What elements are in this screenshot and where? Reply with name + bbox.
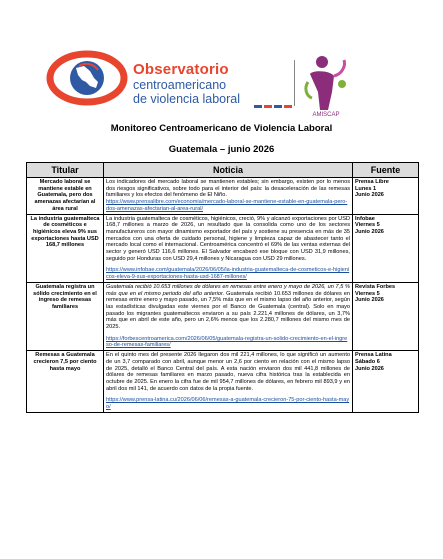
logo-divider xyxy=(294,60,295,106)
document-title: Monitoreo Centroamericano de Violencia Laboral xyxy=(110,123,333,134)
row-titular: Remesas a Guatemala crecieron 7,5 por ciento hasta mayo xyxy=(27,351,104,413)
brand-wordmark xyxy=(133,62,293,106)
source-name: Infobae xyxy=(355,215,375,222)
row-fuente xyxy=(353,214,419,282)
row-fuente xyxy=(353,178,419,215)
row-noticia xyxy=(104,282,353,350)
table-row xyxy=(27,214,419,282)
table-row xyxy=(27,351,419,413)
brand-line-2: centroamericano xyxy=(133,78,227,92)
row-noticia xyxy=(104,351,353,413)
row-link[interactable]: https://www.infobae.com/guatemala/2026/06/05/la-industria-guatemalteca-de-cosmeticos-e-higienicos-eleva-9-sus-exportaciones-hasta-usd-1687-millones/ xyxy=(106,267,350,281)
source-day: Lunes 1 xyxy=(355,185,377,192)
row-text-italic: Guatemala recibió 10.653 millones de dólares en remesas entre enero y mayo de 2026, un 7,5 % más que en el mismo periodo del año anterior. xyxy=(106,283,350,297)
source-name: Prensa Libre xyxy=(355,179,389,185)
row-titular: La industria guatemalteca de cosméticos e higiénicos eleva 9% sus exportaciones hasta USD 168,7 millones xyxy=(27,214,104,282)
row-noticia xyxy=(104,178,353,215)
row-link[interactable]: https://www.prensalibre.com/economia/mercado-laboral-se-mantiene-estable-en-guatemala-pero-dos-amenazas-afectarian-al-area-rural/ xyxy=(106,199,348,212)
brand-line-1: Observatorio xyxy=(133,61,229,78)
source-date: Junio 2026 xyxy=(355,192,384,199)
row-titular: Guatemala registra un sólido crecimiento en el ingreso de remesas familiares xyxy=(27,282,104,350)
header-titular: Titular xyxy=(27,163,104,178)
source-day: Viernes 5 xyxy=(355,290,380,297)
source-day: Viernes 5 xyxy=(355,222,380,229)
news-table xyxy=(26,162,419,413)
header-noticia: Noticia xyxy=(104,163,353,178)
table-row xyxy=(27,178,419,215)
source-date: Junio 2026 xyxy=(355,297,384,304)
source-day: Sábado 6 xyxy=(355,358,380,365)
row-text: Los indicadores del mercado laboral se mantienen estables; sin embargo, existen por lo menos dos riesgos significativos, sobre todo para el interior del país: la desaceleración de las remesas familiares y los efectos del fenómeno de El Niño. xyxy=(106,179,350,199)
table-header-row xyxy=(27,163,419,178)
row-link[interactable]: https://forbescentroamerica.com/2026/06/05/guatemala-registra-un-solido-crecimiento-en-el-ingreso-de-remesas-familiares/ xyxy=(106,335,348,349)
amiscap-figure-logo-icon xyxy=(302,52,350,118)
row-titular: Mercado laboral se mantiene estable en Guatemala, pero dos amenazas afectarían al área rural xyxy=(27,178,104,215)
row-fuente xyxy=(353,282,419,350)
table-row xyxy=(27,282,419,350)
source-name: Revista Forbes xyxy=(355,283,396,290)
row-fuente xyxy=(353,351,419,413)
source-name: Prensa Latina xyxy=(355,352,392,359)
partner-label: AMISCAP xyxy=(312,112,340,118)
row-text: Guatemala recibió 10.653 millones de dólares en remesas entre enero y mayo pasado, un 7,5% más que en el mismo lapso del año anterior, según las estadísticas divulgadas este viernes por el Banco de Guatemala (central). Solo en mayo pasado los migrantes guatemaltecos enviaron a su país 2.221,4 millones de dólares, un 3,7% más que en abril de este año, pero un 2,6% menos que los 2.280,7 millones del mismo mes de 2025. xyxy=(106,290,351,331)
brand-line-3: de violencia laboral xyxy=(133,92,241,106)
row-link[interactable]: https://www.prensa-latina.cu/2026/06/06/remesas-a-guatemala-crecieron-75-por-ciento-hasta-mayo/ xyxy=(106,397,350,411)
source-date: Junio 2026 xyxy=(355,365,384,372)
row-text: En el quinto mes del presente 2026 llegaron dos mil 221,4 millones, lo que significó un aumento de un 3,7 comparado con abril, aunque menor un 2,6 por ciento en relación con el mismo lapso de 2025, detalló el Banco Central del país. A esta nación enviaron dos mil 441,8 millones de dólares de remesas familiares en marzo pasado, nueva cifra histórica tras la establecida en octubre de 2025. En enero la cifra fue de mil 954,7 millones de dólares, en febrero mil 893,9 y en abril dos mil 141, de acuerdo con datos de la propia fuente. xyxy=(106,352,350,392)
document-subtitle: Guatemala – junio 2026 xyxy=(168,144,275,155)
observatory-eye-logo-icon xyxy=(46,42,128,112)
brand-dots-icon xyxy=(254,104,292,109)
row-text: La industria guatemalteca de cosméticos, higiénicos, creció, 9% y alcanzó exportaciones por USD 168,7 millones a marzo de 2026, un resultado que la consolida como uno de los sectores manufactureros con mayor dinamismo exportador del país y sostiene su presencia en más de 35 mercados con una oferta de cuidado personal, higiene y limpieza capaz de abastecer tanto el mercado local como el internacional. Centroamérica concentró el 69% de las ventas externas del sector y generó USD 116,6 millones. El Salvador encabezó ese bloque con USD 31,9 millones, seguido por Honduras con USD 29,4 millones y Nicaragua con USD 29 millones. xyxy=(106,215,350,262)
header-fuente: Fuente xyxy=(353,163,419,178)
source-date: Junio 2026 xyxy=(355,228,384,235)
row-noticia xyxy=(104,214,353,282)
